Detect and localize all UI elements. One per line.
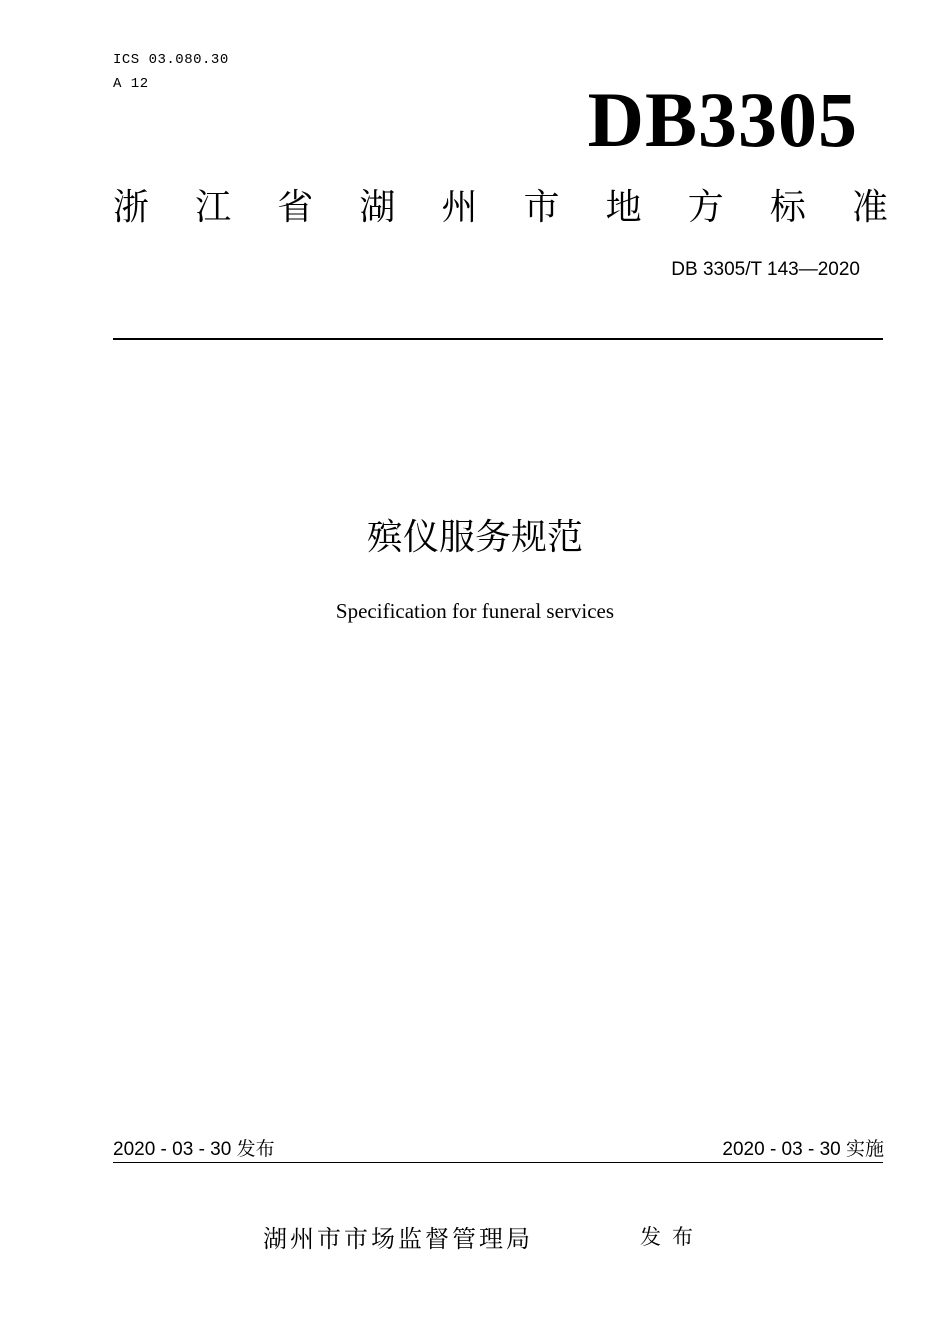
standard-type-heading xyxy=(113,184,888,232)
publish-date: 2020 - 03 - 30 发布 xyxy=(113,1139,275,1160)
standard-type-char: 湖 xyxy=(359,187,396,228)
ics-code: ICS 03.080.30 xyxy=(113,52,229,68)
standard-code: DB3305 xyxy=(587,76,858,163)
standard-type-char: 州 xyxy=(441,187,478,228)
document-title: 殡仪服务规范 xyxy=(366,517,583,558)
standard-number: DB 3305/T 143—2020 xyxy=(671,259,860,280)
standard-type-char: 地 xyxy=(605,187,642,228)
implement-date: 2020 - 03 - 30 实施 xyxy=(722,1139,884,1160)
classification-codes xyxy=(113,48,229,96)
standard-type-char: 方 xyxy=(687,187,724,228)
standard-type-char: 省 xyxy=(277,187,314,228)
standard-type-char: 市 xyxy=(523,187,560,228)
document-title-english: Specification for funeral services xyxy=(335,599,615,623)
header-divider xyxy=(113,338,883,340)
issue-label: 发布 xyxy=(640,1225,704,1249)
standard-type-char: 江 xyxy=(195,187,232,228)
ccs-code: A 12 xyxy=(113,76,149,92)
standard-type-char: 浙 xyxy=(113,187,150,228)
footer-divider xyxy=(113,1162,883,1163)
standard-type-char: 准 xyxy=(851,187,888,228)
standard-type-char: 标 xyxy=(769,187,806,228)
issuing-authority: 湖州市市场监督管理局 xyxy=(263,1225,533,1253)
